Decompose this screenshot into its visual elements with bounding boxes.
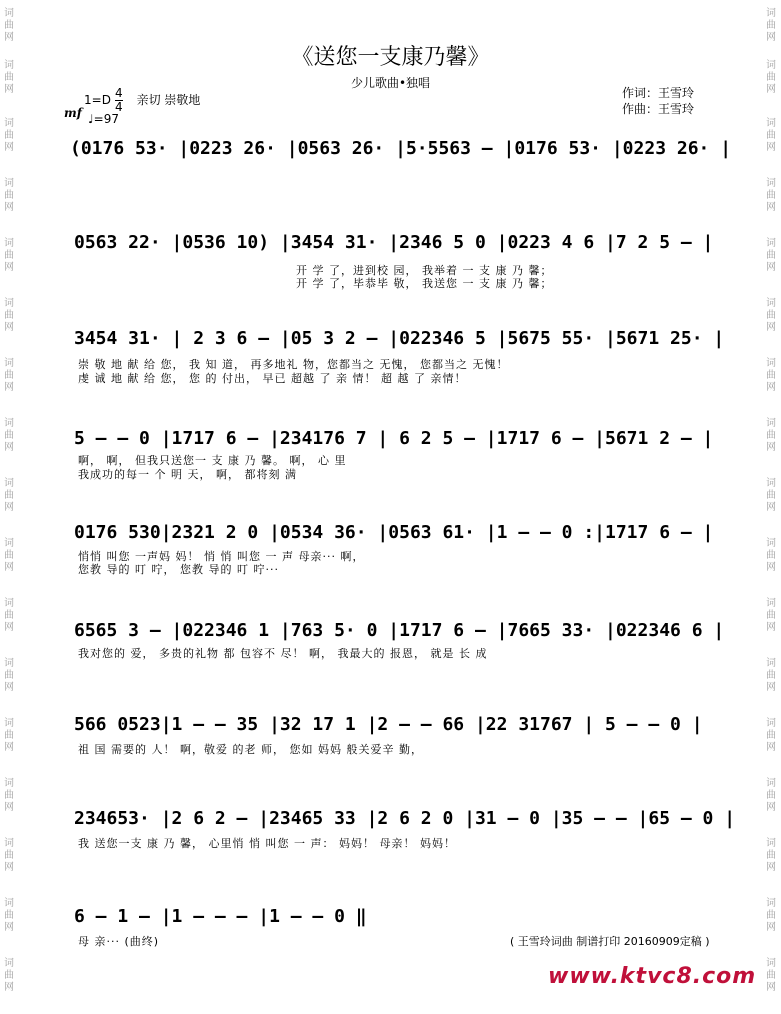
watermark: 词 曲 网 (4, 418, 14, 453)
watermark: 词 曲 网 (4, 958, 14, 993)
staff-row-9: 6 – 1 – |1 – – – |1 – – 0 ‖ (74, 906, 367, 927)
lyrics-row-4a: 啊， 啊， 但我只送您一 支 康 乃 馨。 啊， 心 里 (78, 454, 347, 467)
lyrics-row-3b: 虔 诚 地 献 给 您， 您 的 付出， 早已 超越 了 亲 情！ 超 越 了 亲情！ (78, 372, 467, 385)
composer-credit: 作曲：王雪玲 (622, 102, 695, 116)
song-subtitle: 少儿歌曲•独唱 (350, 76, 431, 90)
time-top: 4 (114, 86, 123, 100)
staff-row-7: 566 0523|1 – – 35 |32 17 1 |2 – – 66 |22 31767 | 5 – – 0 | (74, 714, 703, 735)
lyrics-row-3a: 崇 敬 地 献 给 您， 我 知 道， 再多地礼 物，您都当之 无愧， 您都当之 无愧！ (78, 358, 509, 371)
watermark: 词 曲 网 (766, 838, 776, 873)
time-bottom: 4 (114, 100, 123, 114)
staff-row-2: 0563 22· |0536 10) |3454 31· |2346 5 0 |0223 4 6 |7 2 5 – | (74, 232, 714, 253)
watermark: 词 曲 网 (766, 658, 776, 693)
watermark: 词 曲 网 (766, 598, 776, 633)
watermark: 词 曲 网 (4, 358, 14, 393)
site-url[interactable]: www.ktvc8.com (548, 964, 757, 989)
lyricist-credit: 作词：王雪玲 (622, 86, 695, 100)
staff-row-4: 5 – – 0 |1717 6 – |234176 7 | 6 2 5 – |1717 6 – |5671 2 – | (74, 428, 714, 449)
watermark: 词 曲 网 (4, 778, 14, 813)
watermark: 词 曲 网 (766, 958, 776, 993)
watermark: 词 曲 网 (4, 538, 14, 573)
watermark: 词 曲 网 (766, 718, 776, 753)
staff-row-6: 6565 3 – |022346 1 |763 5· 0 |1717 6 – |7665 33· |022346 6 | (74, 620, 725, 641)
watermark: 词 曲 网 (766, 538, 776, 573)
lyrics-row-2a: 开 学 了，进到校 园， 我举着 一 支 康 乃 馨； (296, 264, 553, 277)
watermark: 词 曲 网 (4, 238, 14, 273)
watermark: 词 曲 网 (766, 418, 776, 453)
watermark: 词 曲 网 (4, 298, 14, 333)
watermark: 词 曲 网 (4, 718, 14, 753)
staff-row-8: 234653· |2 6 2 – |23465 33 |2 6 2 0 |31 – 0 |35 – – |65 – 0 | (74, 808, 736, 829)
lyrics-row-8: 我 送您一支 康 乃 馨， 心里悄 悄 叫您 一 声： 妈妈！ 母亲！ 妈妈！ (78, 837, 456, 850)
lyrics-row-7: 祖 国 需要的 人！ 啊，敬爱 的老 师， 您如 妈妈 般关爱辛 勤， (78, 743, 423, 756)
dynamic-marking: mf (64, 106, 82, 120)
watermark: 词 曲 网 (766, 178, 776, 213)
lyrics-row-4b: 我成功的每一 个 明 天， 啊， 都将刻 满 (78, 468, 297, 481)
watermark: 词 曲 网 (4, 838, 14, 873)
watermark: 词 曲 网 (4, 478, 14, 513)
watermark: 词 曲 网 (766, 778, 776, 813)
time-signature (115, 88, 123, 113)
watermark: 词 曲 网 (766, 298, 776, 333)
watermark: 词 曲 网 (766, 898, 776, 933)
watermark: 词 曲 网 (4, 598, 14, 633)
lyrics-row-9: 母 亲··· (曲终) (78, 935, 160, 948)
watermark: 词 曲 网 (766, 118, 776, 153)
staff-row-5: 0176 530|2321 2 0 |0534 36· |0563 61· |1 – – 0 :|1717 6 – | (74, 522, 714, 543)
watermark: 词 曲 网 (4, 8, 14, 43)
lyrics-row-5b: 您教 导的 叮 咛， 您教 导的 叮 咛··· (78, 563, 279, 576)
watermark: 词 曲 网 (4, 60, 14, 95)
watermark: 词 曲 网 (4, 118, 14, 153)
watermark: 词 曲 网 (4, 178, 14, 213)
lyrics-row-5a: 悄悄 叫您 一声妈 妈！ 悄 悄 叫您 一 声 母亲··· 啊， (78, 550, 365, 563)
watermark: 词 曲 网 (4, 658, 14, 693)
tempo-marking: ♩=97 (88, 112, 119, 126)
watermark: 词 曲 网 (766, 238, 776, 273)
watermark: 词 曲 网 (766, 60, 776, 95)
staff-row-1: (0176 53· |0223 26· |0563 26· |5·5563 – |0176 53· |0223 26· | (70, 138, 732, 159)
watermark: 词 曲 网 (766, 478, 776, 513)
expression-marking: 亲切 崇敬地 (136, 93, 201, 107)
staff-row-3: 3454 31· | 2 3 6 – |05 3 2 – |022346 5 |5675 55· |5671 25· | (74, 328, 725, 349)
key-signature (84, 88, 200, 113)
lyrics-row-2b: 开 学 了，毕恭毕 敬， 我送您 一 支 康 乃 馨； (296, 277, 553, 290)
key-label: 1=D (84, 93, 111, 107)
watermark: 词 曲 网 (766, 358, 776, 393)
watermark: 词 曲 网 (766, 8, 776, 43)
footer-note: ( 王雪玲词曲 制谱打印 20160909定稿 ) (510, 935, 710, 948)
song-title: 《送您一支康乃馨》 (291, 45, 490, 70)
watermark: 词 曲 网 (4, 898, 14, 933)
lyrics-row-6: 我对您的 爱， 多贵的礼物 都 包容不 尽！ 啊， 我最大的 报恩， 就是 长 成 (78, 647, 488, 660)
